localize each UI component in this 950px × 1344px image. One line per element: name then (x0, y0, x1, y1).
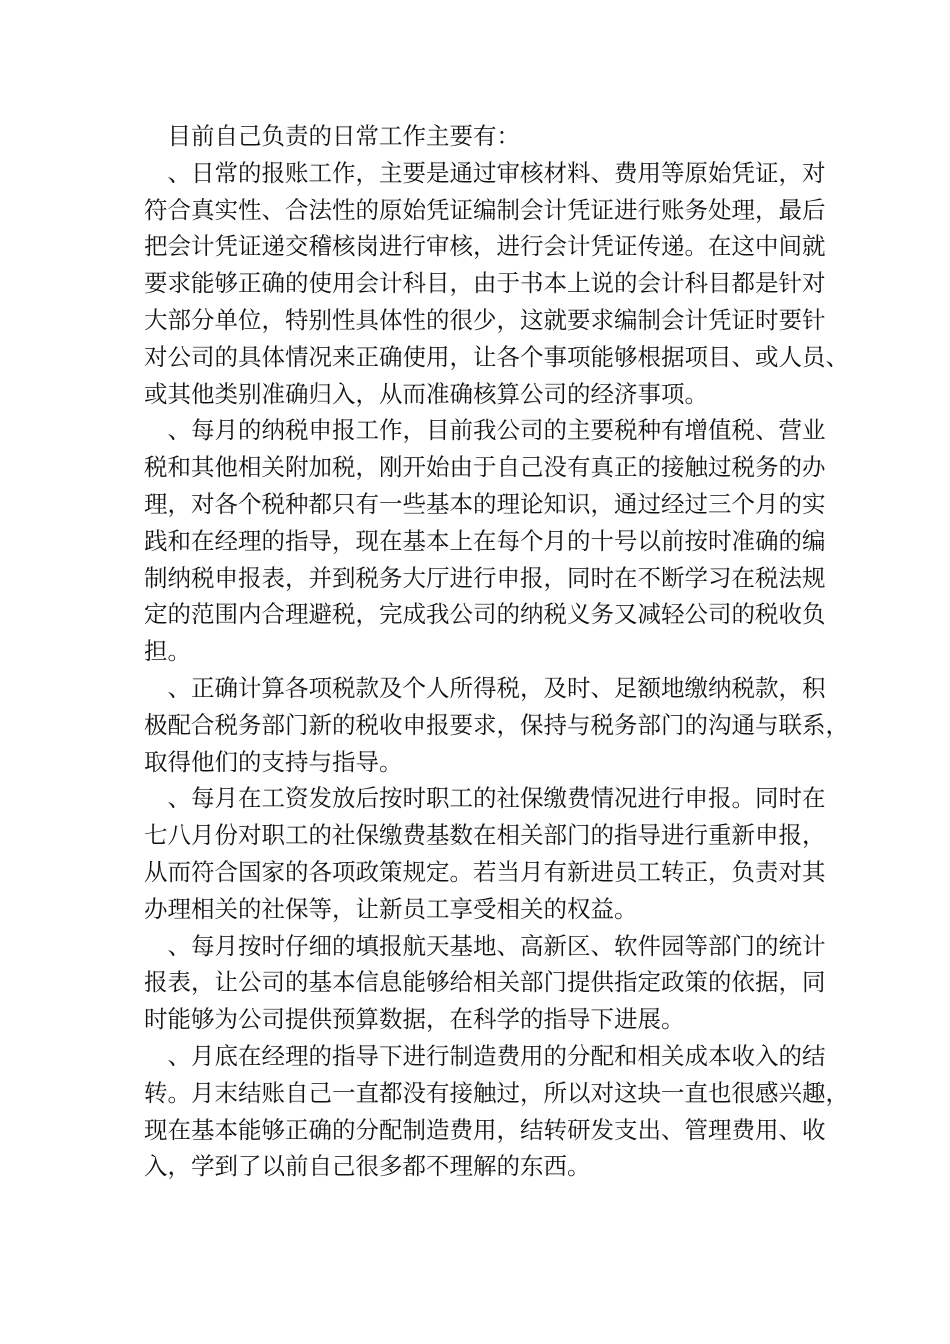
paragraph-social-insurance (144, 780, 824, 927)
paragraph-month-end-closing (144, 1038, 849, 1185)
text-line: 时能够为公司提供预算数据，在科学的指导下进展。 (144, 1005, 685, 1034)
paragraph-monthly-tax-filing (144, 412, 824, 670)
text-line: 、每月在工资发放后按时职工的社保缴费情况进行申报。同时在 (144, 784, 826, 813)
text-line: 、日常的报账工作，主要是通过审核材料、费用等原始凭证，对 (144, 158, 826, 187)
text-line: 目前自己负责的日常工作主要有： (144, 122, 520, 150)
paragraph-daily-reimbursement (144, 155, 849, 413)
text-line: 转。月末结账自己一直都没有接触过，所以对这块一直也很感兴趣， (144, 1078, 849, 1107)
text-line: 税和其他相关附加税，刚开始由于自己没有真正的接触过税务的办 (144, 453, 826, 482)
text-line: 制纳税申报表，并到税务大厅进行申报，同时在不断学习在税法规 (144, 563, 826, 592)
text-line: 要求能够正确的使用会计科目，由于书本上说的会计科目都是针对 (144, 269, 826, 298)
text-line: 七八月份对职工的社保缴费基数在相关部门的指导进行重新申报， (144, 821, 826, 850)
text-line: 理，对各个税种都只有一些基本的理论知识，通过经过三个月的实 (144, 489, 826, 518)
text-line: 大部分单位，特别性具体性的很少，这就要求编制会计凭证时要针 (144, 305, 826, 334)
text-line: 从而符合国家的各项政策规定。若当月有新进员工转正，负责对其 (144, 857, 826, 886)
document-body (144, 118, 849, 1185)
text-line: 、正确计算各项税款及个人所得税，及时、足额地缴纳税款，积 (144, 673, 826, 702)
text-line: 践和在经理的指导，现在基本上在每个月的十号以前按时准确的编 (144, 526, 826, 555)
text-line: 对公司的具体情况来正确使用，让各个事项能够根据项目、或人员、 (144, 342, 849, 371)
text-line: 或其他类别准确归入，从而准确核算公司的经济事项。 (144, 379, 708, 408)
text-line: 符合真实性、合法性的原始凭证编制会计凭证进行账务处理，最后 (144, 195, 826, 224)
text-line: 、月底在经理的指导下进行制造费用的分配和相关成本收入的结 (144, 1041, 826, 1070)
paragraph-statistical-reports (144, 928, 824, 1038)
text-line: 现在基本能够正确的分配制造费用，结转研发支出、管理费用、收 (144, 1115, 826, 1144)
text-line: 极配合税务部门新的税收申报要求，保持与税务部门的沟通与联系， (144, 710, 849, 739)
text-line: 定的范围内合理避税，完成我公司的纳税义务又减轻公司的税收负 (144, 600, 826, 629)
text-line: 、每月按时仔细的填报航天基地、高新区、软件园等部门的统计 (144, 931, 826, 960)
text-line: 把会计凭证递交稽核岗进行审核，进行会计凭证传递。在这中间就 (144, 232, 826, 261)
paragraph-tax-calculation (144, 670, 849, 780)
text-line: 、每月的纳税申报工作，目前我公司的主要税种有增值税、营业 (144, 416, 826, 445)
paragraph-intro (144, 118, 824, 155)
text-line: 担。 (144, 637, 191, 666)
text-line: 办理相关的社保等，让新员工享受相关的权益。 (144, 894, 638, 923)
text-line: 入，学到了以前自己很多都不理解的东西。 (144, 1152, 591, 1181)
text-line: 报表，让公司的基本信息能够给相关部门提供指定政策的依据，同 (144, 968, 826, 997)
text-line: 取得他们的支持与指导。 (144, 747, 403, 776)
